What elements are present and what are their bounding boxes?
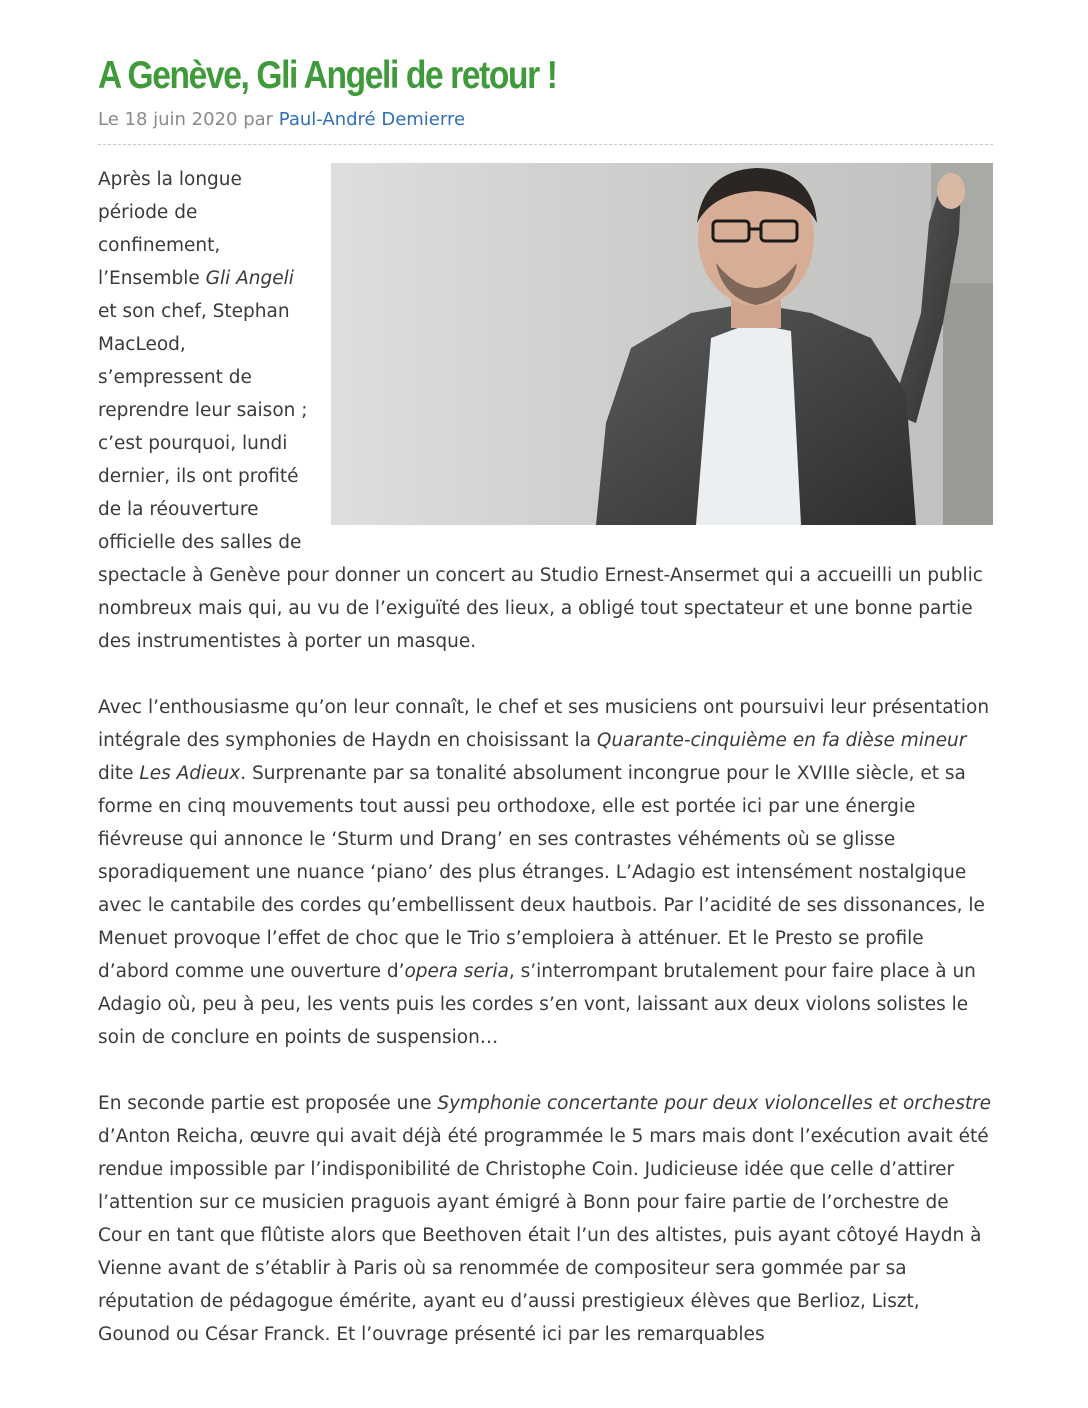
article-meta: [98, 108, 993, 132]
text-run: . Surprenante par sa tonalité absolument incongrue pour le XVIIIe siècle, et sa forme en cinq mouvements tout aussi peu orthodoxe, elle est portée ici par une énergie fiévreuse qui annonce le ‘Sturm und Drang’ en ses contrastes véhéments où se glisse sporadiquement une nuance ‘piano’ des plus étranges. L’Adagio est intensément nostalgique avec le cantabile des cordes qu’embellissent deux hautbois. Par l’acidité de ses dissonances, le Menuet provoque l’effet de choc que le Trio s’emploiera à atténuer. Et le Presto se profile d’abord comme une ouverture d’: [98, 763, 985, 982]
article-photo: [331, 163, 993, 525]
paragraph-3: [98, 1087, 993, 1351]
author-link[interactable]: Paul-André Demierre: [278, 109, 466, 130]
italic-text: Les Adieux: [139, 763, 241, 784]
article-title: A Genève, Gli Angeli de retour !: [98, 54, 557, 97]
italic-text: Symphonie concertante pour deux violoncelles et orchestre: [437, 1093, 992, 1114]
text-run: En seconde partie est proposée une: [98, 1093, 438, 1114]
italic-text: Gli Angeli: [205, 268, 294, 289]
text-run: d’Anton Reicha, œuvre qui avait déjà été programmée le 5 mars mais dont l’exécution avait été rendue impossible par l’indisponibilité de Christophe Coin. Judicieuse idée que celle d’attirer l’attention sur ce musicien praguois ayant émigré à Bonn pour faire partie de l’orchestre de Cour en tant que flûtiste alors que Beethoven était l’un des altistes, puis ayant côtoyé Haydn à Vienne avant de s’établir à Paris où sa renommée de compositeur sera gommée par sa réputation de pédagogue émérite, ayant eu d’aussi prestigieux élèves que Berlioz, Liszt, Gounod ou César Franck. Et l’ouvrage présenté ici par les remarquables: [98, 1126, 989, 1345]
article-date: Le 18 juin 2020 par: [98, 109, 279, 130]
header-divider: [98, 144, 993, 145]
article-body: [98, 163, 993, 1394]
portrait-image: [331, 163, 993, 525]
text-run: dite: [98, 763, 140, 784]
text-run: Avec l’enthousiasme qu’on leur connaît, le chef et ses musiciens ont poursuivi leur présentation intégrale des symphonies de Haydn en choisissant la: [98, 697, 990, 751]
text-run: , s’interrompant brutalement pour faire place à un Adagio où, peu à peu, les vents puis les cordes s’en vont, laissant aux deux violons solistes le soin de conclure en points de suspension…: [98, 961, 976, 1048]
italic-text: opera seria: [404, 961, 509, 982]
clipped-text-line: [98, 1384, 993, 1394]
article: [98, 52, 993, 1394]
italic-text: Quarante-cinquième en fa dièse mineur: [596, 730, 967, 751]
text-run: et son chef, Stephan MacLeod, s’empressent de reprendre leur saison ; c’est pourquoi, lundi dernier, ils ont profité de la réouverture officielle des salles de spectacle à Genève pour donner un concert au Studio Ernest-Ansermet qui a accueilli un public nombreux mais qui, au vu de l’exiguïté des lieux, a obligé tout spectateur et une bonne partie des instrumentistes à porter un masque.: [98, 301, 983, 652]
text-run: Après la longue période de confinement, l’Ensemble: [98, 169, 242, 289]
paragraph-2: [98, 691, 993, 1054]
